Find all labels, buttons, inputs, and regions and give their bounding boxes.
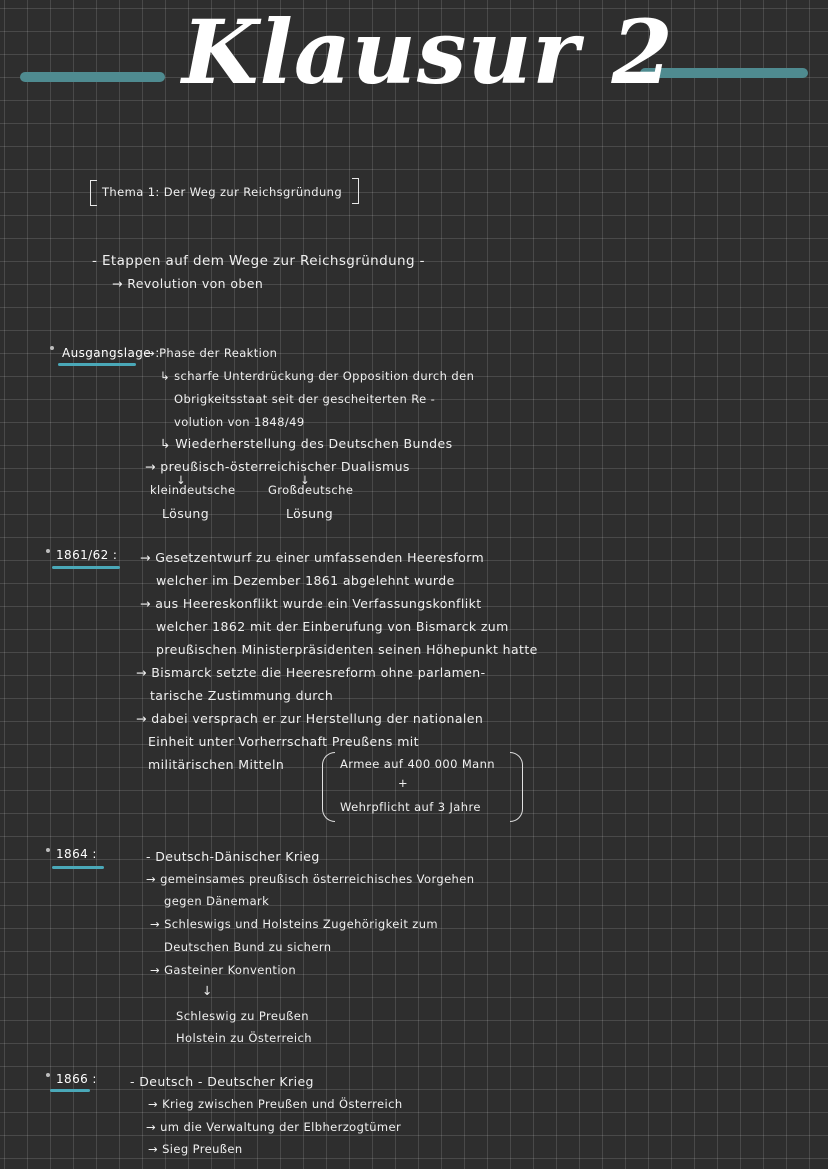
ausgangslage-line: → Phase der Reaktion	[145, 346, 278, 360]
bullet	[46, 549, 50, 553]
intro-heading-text: Etappen auf dem Wege zur Reichsgründung -	[101, 253, 425, 269]
bullet	[46, 848, 50, 852]
y1864-line: → gemeinsames preußisch österreichisches Vorgehen	[146, 872, 475, 886]
paren-left	[322, 752, 335, 822]
title-decoration-left	[20, 72, 165, 82]
y1861-line: preußischen Ministerpräsidenten seinen Höhepunkt hatte	[156, 642, 538, 657]
page-title: Klausur 2	[182, 0, 674, 104]
y1864-result: Holstein zu Österreich	[176, 1031, 312, 1045]
section-label-ausgangslage: Ausgangslage :	[62, 346, 160, 360]
option-left-line1: kleindeutsche	[150, 483, 236, 497]
y1864-line: → Schleswigs und Holsteins Zugehörigkeit zum	[150, 917, 439, 931]
y1861-line: → dabei versprach er zur Herstellung der nationalen	[136, 711, 484, 726]
paren-plus: +	[398, 776, 409, 790]
y1861-line: tarische Zustimmung durch	[150, 688, 334, 703]
ausgangslage-line: Obrigkeitsstaat seit der gescheiterten Re -	[174, 392, 436, 406]
intro-heading	[92, 253, 425, 269]
y1861-line: Einheit unter Vorherrschaft Preußens mit	[148, 734, 419, 749]
y1861-line: → aus Heereskonflikt wurde ein Verfassungskonflikt	[140, 596, 482, 611]
option-right-line1: Großdeutsche	[268, 483, 354, 497]
section-label-1866: 1866 :	[56, 1072, 97, 1086]
paren-bottom: Wehrpflicht auf 3 Jahre	[340, 800, 481, 814]
y1866-line: - Deutsch - Deutscher Krieg	[130, 1074, 314, 1089]
bullet	[46, 1073, 50, 1077]
y1864-line: gegen Dänemark	[164, 894, 270, 908]
intro-dash: -	[92, 253, 102, 269]
y1866-line: → um die Verwaltung der Elbherzogtümer	[146, 1120, 402, 1134]
arrow-down-icon: ↓	[300, 473, 311, 487]
ausgangslage-line: → preußisch-österreichischer Dualismus	[145, 459, 410, 474]
paren-right	[510, 752, 523, 822]
y1861-line: → Gesetzentwurf zu einer umfassenden Heeresform	[140, 550, 485, 565]
y1866-line: → Krieg zwischen Preußen und Österreich	[148, 1097, 403, 1111]
arrow-down-icon: ↓	[176, 473, 187, 487]
section-label-1861: 1861/62 :	[56, 548, 118, 562]
y1864-line: Deutschen Bund zu sichern	[164, 940, 332, 954]
y1861-line: → Bismarck setzte die Heeresreform ohne parlamen-	[136, 665, 486, 680]
arrow-down-icon: ↓	[202, 983, 213, 998]
paren-top: Armee auf 400 000 Mann	[340, 757, 495, 771]
thema-bracket-left	[90, 180, 97, 206]
label-underline	[50, 1089, 90, 1092]
y1861-line: welcher 1862 mit der Einberufung von Bismarck zum	[156, 619, 509, 634]
y1864-line: - Deutsch-Dänischer Krieg	[146, 849, 320, 864]
label-underline	[58, 363, 136, 366]
y1866-line: → Sieg Preußen	[148, 1142, 243, 1156]
thema-heading: Thema 1: Der Weg zur Reichsgründung	[102, 185, 343, 199]
ausgangslage-line: volution von 1848/49	[174, 415, 305, 429]
ausgangslage-line: ↳ scharfe Unterdrückung der Opposition durch den	[160, 369, 475, 383]
y1861-line: welcher im Dezember 1861 abgelehnt wurde	[156, 573, 455, 588]
section-label-1864: 1864 :	[56, 847, 97, 861]
label-underline	[52, 866, 104, 869]
option-left-line2: Lösung	[162, 506, 210, 521]
y1861-line: militärischen Mitteln	[148, 757, 285, 772]
label-underline	[52, 566, 120, 569]
y1864-line: → Gasteiner Konvention	[150, 963, 297, 977]
thema-bracket-right	[352, 178, 359, 204]
y1864-result: Schleswig zu Preußen	[176, 1009, 309, 1023]
option-right-line2: Lösung	[286, 506, 334, 521]
ausgangslage-line: ↳ Wiederherstellung des Deutschen Bundes	[160, 436, 453, 451]
intro-sub: → Revolution von oben	[112, 276, 264, 291]
bullet	[50, 346, 54, 350]
